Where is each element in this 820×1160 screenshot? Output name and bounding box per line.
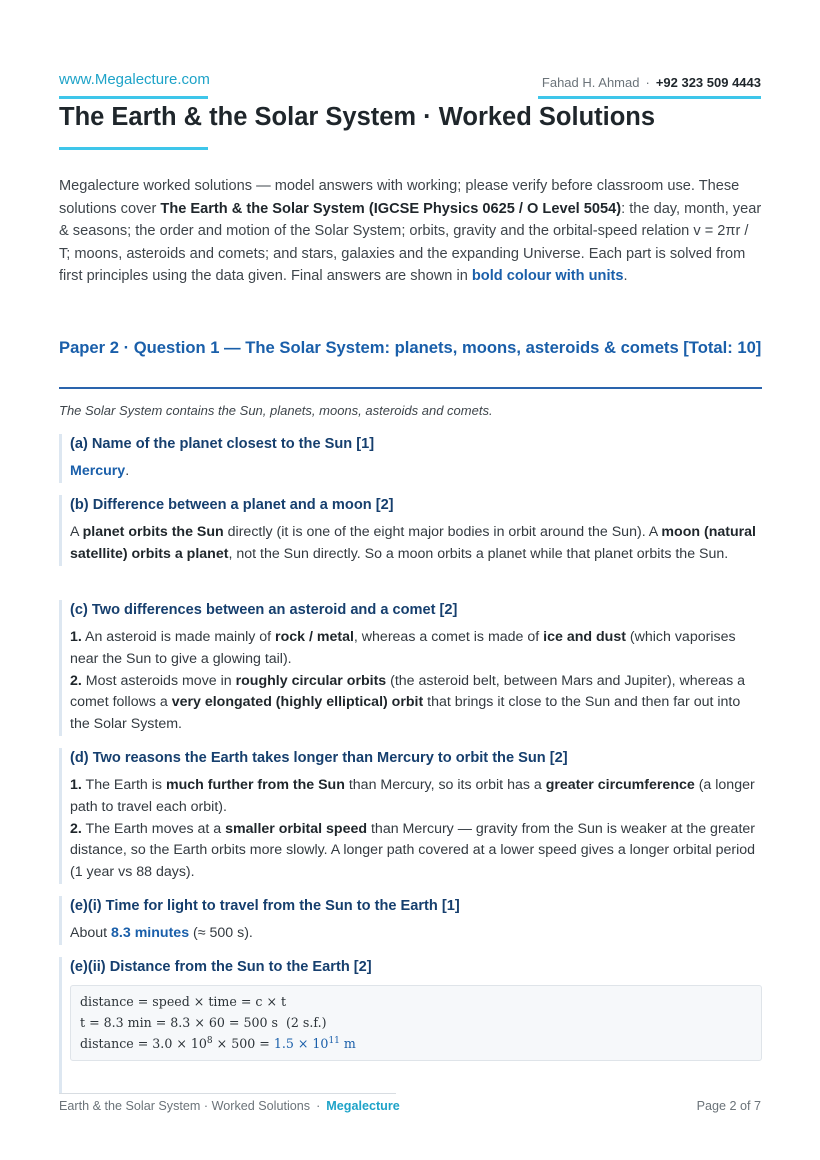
title-underline	[59, 147, 208, 150]
part-c-p2-text-1: Most asteroids move in	[81, 672, 236, 689]
part-a-answer	[70, 461, 762, 483]
site-link[interactable]: www.Megalecture.com	[59, 71, 210, 88]
working-result-exponent: 11	[328, 1035, 340, 1046]
working-line-2: t = 8.3 min = 8.3 × 60 = 500 s (2 s.f.)	[80, 1015, 327, 1030]
part-d-number-1: 1.	[70, 777, 82, 793]
part-e-i-text-2: (≈ 500 s).	[189, 925, 253, 941]
part-c-p1-bold-2: ice and dust	[543, 629, 626, 645]
part-c-p1-bold-1: rock / metal	[275, 629, 354, 645]
part-c-p2-bold-2: very elongated (highly elliptical) orbit	[171, 694, 424, 711]
working-line-3-pre: distance = 3.0 × 10	[80, 1036, 207, 1051]
part-d-p1-text-1: The Earth is	[81, 777, 166, 793]
part-c-p2-text-3: that brings it close to the Sun and then far out into the Solar System.	[70, 694, 741, 733]
part-c-point-1	[70, 627, 762, 671]
author-phone: +92 323 509 4443	[655, 75, 761, 90]
working-result-unit: m	[339, 1036, 356, 1051]
working-box	[70, 985, 762, 1061]
part-d-point-2	[70, 819, 762, 884]
part-c-number-2: 2.	[70, 672, 82, 689]
part-b-text-1: A	[70, 524, 83, 540]
part-b-text-2: directly (it is one of the eight major bodies in orbit around the Sun). A	[223, 524, 662, 540]
part-d-p2-text-1: The Earth moves at a	[81, 820, 226, 837]
part-e-ii	[59, 957, 762, 1094]
part-e-i-text-1: About	[70, 925, 112, 941]
page-number: Page 2 of 7	[696, 1099, 761, 1113]
part-c-number-1: 1.	[70, 629, 82, 645]
part-b-answer	[70, 522, 762, 566]
part-b-heading: (b) Difference between a planet and a moon [2]	[70, 497, 394, 513]
footer-doc-title: Earth & the Solar System · Worked Solutions	[59, 1099, 311, 1113]
working-line-1: distance = speed × time = c × t	[80, 994, 287, 1009]
part-b-text-3: , not the Sun directly. So a moon orbits a planet while that planet orbits the Sun.	[228, 545, 729, 562]
part-d-point-1	[70, 775, 762, 819]
part-c	[59, 600, 762, 736]
part-d-p1-bold-1: much further from the Sun	[165, 777, 345, 793]
intro-accent: bold colour with units	[471, 268, 624, 285]
part-d-p1-bold-2: greater circumference	[545, 777, 695, 793]
intro-syllabus: The Earth & the Solar System (IGCSE Physics 0625 / O Level 5054)	[160, 200, 622, 217]
part-b	[59, 495, 762, 566]
intro-text-1: Megalecture worked solutions — model answers with working; please verify before classroom use. These solutions cover	[59, 178, 740, 217]
part-d-number-2: 2.	[70, 820, 82, 837]
part-a-heading: (a) Name of the planet closest to the Sun [1]	[70, 436, 375, 452]
author-separator: ·	[645, 75, 650, 90]
part-b-bold-2: moon (natural satellite) orbits a planet	[70, 524, 757, 562]
intro-text-2: : the day, month, year & seasons; the order and motion of the Solar System; orbits, gravity and the orbital-speed relation v = 2πr / T; moons, asteroids and comets; and stars, galaxies and the expanding Universe. Each part is solved from first principles using the data given. Final answers are shown in	[59, 200, 762, 285]
part-a	[59, 434, 762, 483]
part-d	[59, 748, 762, 884]
part-c-p1-text-3: (which vaporises near the Sun to give a glowing tail).	[70, 629, 736, 667]
part-d-p1-text-3: (a longer path to travel each orbit).	[70, 777, 755, 815]
author-name: Fahad H. Ahmad	[541, 75, 640, 90]
intro-paragraph	[59, 175, 762, 288]
working-result	[274, 1036, 356, 1051]
footer-rule	[59, 1093, 396, 1094]
part-d-p2-bold-1: smaller orbital speed	[225, 820, 368, 837]
question-heading: Paper 2 · Question 1 — The Solar System: planets, moons, asteroids & comets [Total: 10]	[59, 338, 762, 357]
author-contact	[542, 75, 761, 90]
author-underline	[538, 96, 761, 99]
footer-brand: Megalecture	[326, 1099, 400, 1113]
part-a-final-answer: Mercury	[70, 463, 126, 479]
part-a-tail: .	[125, 463, 130, 479]
site-underline	[59, 96, 208, 99]
part-c-heading: (c) Two differences between an asteroid and a comet [2]	[70, 602, 458, 618]
part-b-bold-1: planet orbits the Sun	[82, 524, 224, 540]
part-e-i-final-answer: 8.3 minutes	[111, 925, 190, 941]
part-e-i-heading: (e)(i) Time for light to travel from the Sun to the Earth [1]	[70, 898, 460, 914]
part-c-point-2	[70, 671, 762, 736]
document-title: The Earth & the Solar System · Worked Solutions	[59, 103, 656, 131]
question-stem: The Solar System contains the Sun, planets, moons, asteroids and comets.	[59, 403, 493, 418]
working-line-3-exponent: 8	[206, 1035, 213, 1046]
part-d-p1-text-2: than Mercury, so its orbit has a	[344, 777, 546, 793]
part-d-heading: (d) Two reasons the Earth takes longer than Mercury to orbit the Sun [2]	[70, 750, 568, 766]
working-line-3	[80, 1033, 752, 1054]
part-e-ii-heading: (e)(ii) Distance from the Sun to the Earth [2]	[70, 959, 372, 975]
part-c-p1-text-1: An asteroid is made mainly of	[81, 629, 276, 645]
part-c-p2-text-2: (the asteroid belt, between Mars and Jupiter), whereas a comet follows a	[70, 672, 746, 711]
part-e-i-answer	[70, 923, 762, 945]
intro-text-3: .	[623, 268, 628, 285]
footer-document	[59, 1099, 400, 1113]
part-c-p2-bold-1: roughly circular orbits	[235, 672, 387, 689]
working-result-value: 1.5 × 10	[273, 1036, 329, 1051]
footer-separator: ·	[316, 1099, 321, 1113]
part-e-i	[59, 896, 762, 945]
part-c-p1-text-2: , whereas a comet is made of	[353, 629, 544, 645]
question-underline	[59, 387, 762, 389]
working-line-3-mid: × 500 =	[212, 1036, 274, 1051]
part-d-p2-text-2: than Mercury — gravity from the Sun is weaker at the greater distance, so the Earth orbits more slowly. A longer path covered at a lower speed gives a longer orbital period (1 year vs 88 days).	[70, 820, 756, 881]
